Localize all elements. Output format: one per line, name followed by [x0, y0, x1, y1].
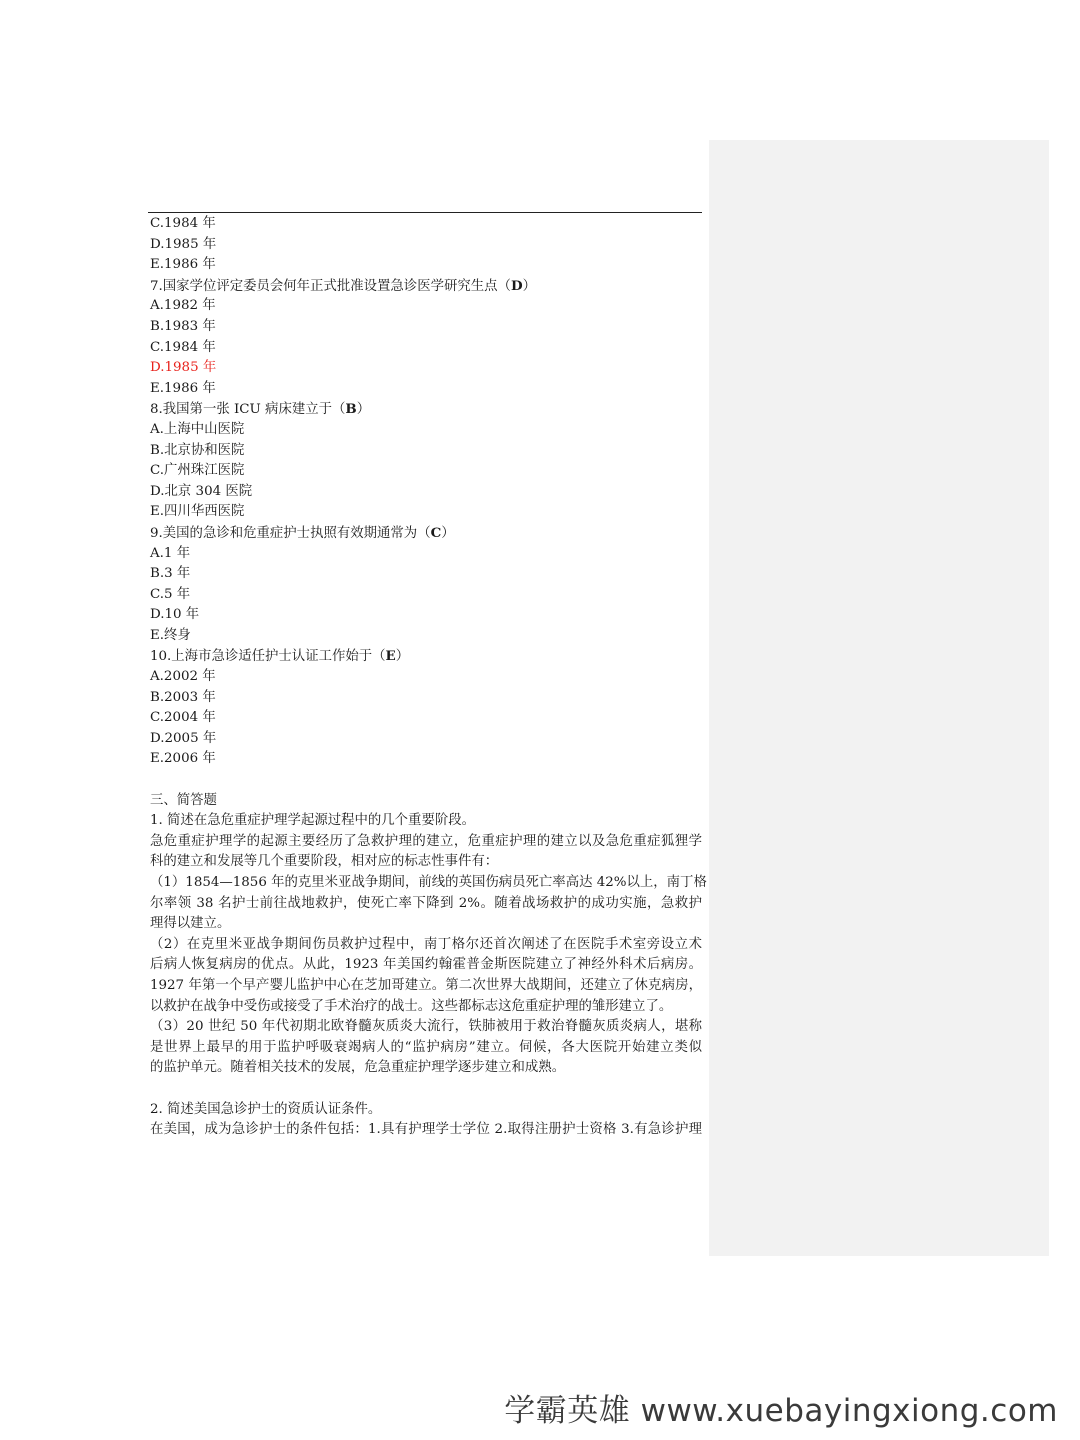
option-line: C.5 年 — [150, 586, 191, 602]
answer-line: 在美国，成为急诊护士的条件包括：1.具有护理学士学位 2.取得注册护士资格 3.有急诊护理 — [150, 1122, 702, 1138]
question-stem: 8.我国第一张 ICU 病床建立于（ — [150, 402, 346, 418]
option-line: E.1986 年 — [150, 380, 216, 396]
option-line: D.2005 年 — [150, 730, 217, 746]
spacer — [150, 770, 702, 791]
answer-line: （1）1854—1856 年的克里米亚战争期间，前线的英国伤病员死亡率高达 42%以上，南丁格 — [150, 875, 707, 890]
answer-line: 尔率领 38 名护士前往战地救护，使死亡率下降到 2%。随着战场救护的成功实施，急救护 — [150, 895, 702, 911]
option-line: A.上海中山医院 — [150, 421, 245, 437]
answer-line: 是世界上最早的用于监护呼吸衰竭病人的“监护病房”建立。伺候，各大医院开始建立类似 — [150, 1039, 702, 1055]
option-line: B.1983 年 — [150, 318, 216, 334]
answer-letter: E — [385, 648, 396, 665]
option-line: D.10 年 — [150, 607, 200, 623]
highlighted-option-line: D.1985 年 — [150, 360, 217, 376]
option-line: D.北京 304 医院 — [150, 483, 253, 499]
option-line: C.1984 年 — [150, 216, 216, 231]
answer-line: 后病人恢复病房的优点。从此，1923 年美国约翰霍普金斯医院建立了神经外科术后病房。 — [150, 957, 702, 973]
answer-line: （3）20 世纪 50 年代初期北欧脊髓灰质炎大流行，铁肺被用于救治脊髓灰质炎病人，堪称 — [150, 1019, 702, 1035]
option-line: D.1985 年 — [150, 236, 217, 252]
option-line: A.1982 年 — [150, 298, 216, 314]
question-7: 7.国家学位评定委员会何年正式批准设置急诊医学研究生点（D） — [150, 277, 536, 294]
option-line: A.2002 年 — [150, 669, 216, 685]
option-line: B.2003 年 — [150, 689, 216, 705]
short-question-1-title: 1. 简述在急危重症护理学起源过程中的几个重要阶段。 — [150, 813, 476, 829]
option-line: C.2004 年 — [150, 710, 216, 726]
option-line: C.广州珠江医院 — [150, 463, 245, 479]
option-line: E.终身 — [150, 627, 191, 643]
section-heading: 三、简答题 — [150, 792, 217, 808]
option-line: E.2006 年 — [150, 751, 216, 767]
question-stem: 10.上海市急诊适任护士认证工作始于（ — [150, 649, 386, 665]
comment-pane — [709, 140, 1049, 1256]
spacer — [150, 1079, 702, 1100]
option-line: E.四川华西医院 — [150, 504, 245, 520]
option-line: B.3 年 — [150, 566, 191, 582]
option-line: C.1984 年 — [150, 339, 216, 355]
answer-line: 科的建立和发展等几个重要阶段，相对应的标志性事件有： — [150, 854, 499, 870]
option-line: B.北京协和医院 — [150, 442, 245, 458]
question-10: 10.上海市急诊适任护士认证工作始于（E） — [150, 648, 410, 665]
answer-line: 理得以建立。 — [150, 916, 231, 932]
short-question-2-title: 2. 简述美国急诊护士的资质认证条件。 — [150, 1101, 382, 1117]
answer-line: 的监护单元。随着相关技术的发展，危急重症护理学逐步建立和成熟。 — [150, 1060, 566, 1076]
watermark-text: 学霸英雄 www.xuebayingxiong.com — [504, 1393, 1058, 1429]
answer-line: 急危重症护理学的起源主要经历了急救护理的建立，危重症护理的建立以及急危重症狐狸学 — [150, 833, 702, 849]
option-line: E.1986 年 — [150, 257, 216, 273]
header-rule — [148, 212, 702, 213]
question-stem: 7.国家学位评定委员会何年正式批准设置急诊医学研究生点（ — [150, 278, 511, 294]
answer-line: 以救护在战争中受伤或接受了手术治疗的战士。这些都标志这危重症护理的雏形建立了。 — [150, 998, 673, 1014]
question-9: 9.美国的急诊和危重症护士执照有效期通常为（C） — [150, 524, 455, 541]
option-line: A.1 年 — [150, 545, 191, 561]
document-body — [150, 214, 707, 1141]
question-stem: 9.美国的急诊和危重症护士执照有效期通常为（ — [150, 525, 431, 541]
answer-letter: C — [430, 524, 442, 541]
question-8: 8.我国第一张 ICU 病床建立于（B） — [150, 401, 371, 418]
answer-line: （2）在克里米亚战争期间伤员救护过程中，南丁格尔还首次阐述了在医院手术室旁设立术 — [150, 936, 702, 952]
answer-letter: D — [510, 277, 523, 294]
answer-line: 1927 年第一个早产婴儿监护中心在芝加哥建立。第二次世界大战期间，还建立了休克病房， — [150, 977, 702, 993]
answer-letter: B — [345, 401, 357, 418]
